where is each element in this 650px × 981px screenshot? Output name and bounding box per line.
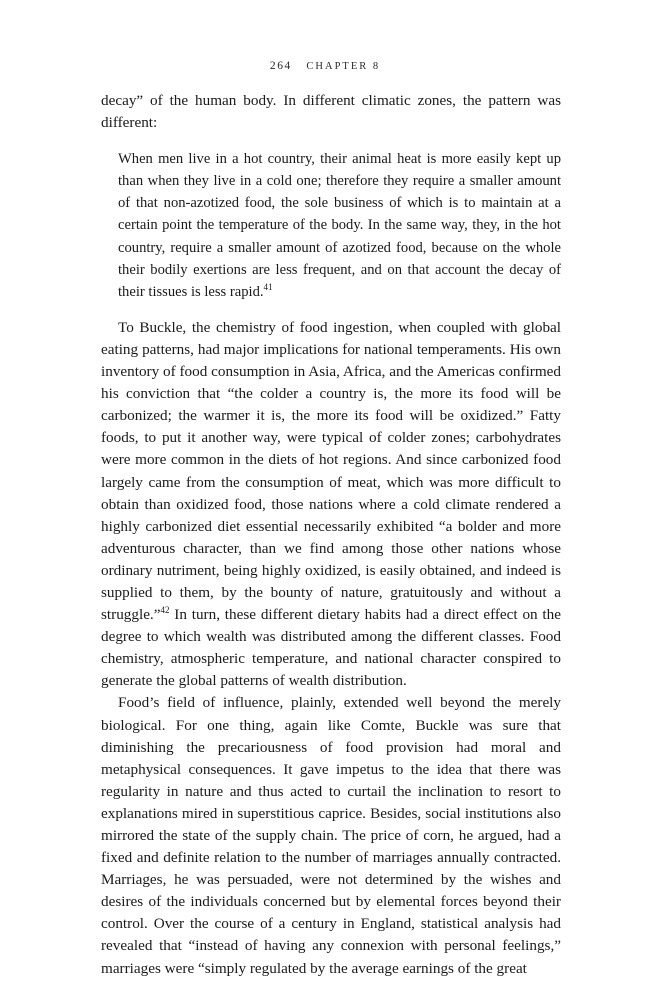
running-head — [0, 60, 650, 72]
paragraph-text-continued: In turn, these different dietary habits had a direct effect on the degree to which wealth was distributed among the different classes. Food chemistry, atmospheric temperature, and national character conspired to generate the global patterns of wealth distribution. — [101, 606, 561, 690]
footnote-ref-41: 41 — [263, 281, 273, 292]
page-number: 264 — [269, 60, 292, 72]
paragraph-buckle-chemistry — [101, 317, 561, 693]
block-quote — [118, 148, 561, 303]
paragraph-continuation: decay” of the human body. In different climatic zones, the pattern was different: — [101, 92, 561, 132]
paragraph-food-influence: Food’s field of influence, plainly, extended well beyond the merely biological. For one thing, again like Comte, Buckle was sure that diminishing the precariousness of food provision had moral and metaphysical consequences. It gave impetus to the idea that there was regularity in nature and thus acted to curtail the inclination to resort to explanations mired in superstitious caprice. Besides, social institutions also mirrored the state of the supply chain. The price of corn, he argued, had a fixed and definite relation to the number of marriages annually contracted. Marriages, he was persuaded, were not determined by the wishes and desires of the individuals concerned but by elemental forces beyond their control. Over the course of a century in England, statistical analysis had revealed that “instead of having any connexion with personal feelings,” marriages were “simply regulated by the average earnings of the great — [101, 694, 561, 977]
block-quote-text: When men live in a hot country, their animal heat is more easily kept up than when they live in a cold one; therefore they require a smaller amount of that non-azotized food, the sole business of which is to maintain at a certain point the temperature of the body. In the same way, they, in the hot country, require a smaller amount of azotized food, because on the whole their bodily exertions are less frequent, and on that account the decay of their tissues is less rapid. — [118, 151, 561, 300]
paragraph-text: To Buckle, the chemistry of food ingestion, when coupled with global eating patterns, had major implications for national temperaments. His own inventory of food consumption in Asia, Africa, and the Americas confirmed his conviction that “the colder a country is, the more its food will be carbonized; the warmer it is, the more its food will be oxidized.” Fatty foods, to put it another way, were typical of colder zones; carbohydrates were more common in the diets of hot regions. And since carbonized food largely came from the consumption of meat, which was more difficult to obtain than oxidized food, those nations where a cold climate rendered a highly carbonized diet essential necessarily exhibited “a bolder and more adventurous character, than we find among those other nations whose ordinary nutriment, being highly oxidized, is easily obtained, and indeed is supplied to them, by the bounty of nature, gratuitously and without a struggle.” — [101, 318, 561, 624]
footnote-ref-42: 42 — [160, 605, 170, 616]
body-text — [101, 90, 561, 980]
chapter-title: CHAPTER 8 — [306, 61, 381, 72]
